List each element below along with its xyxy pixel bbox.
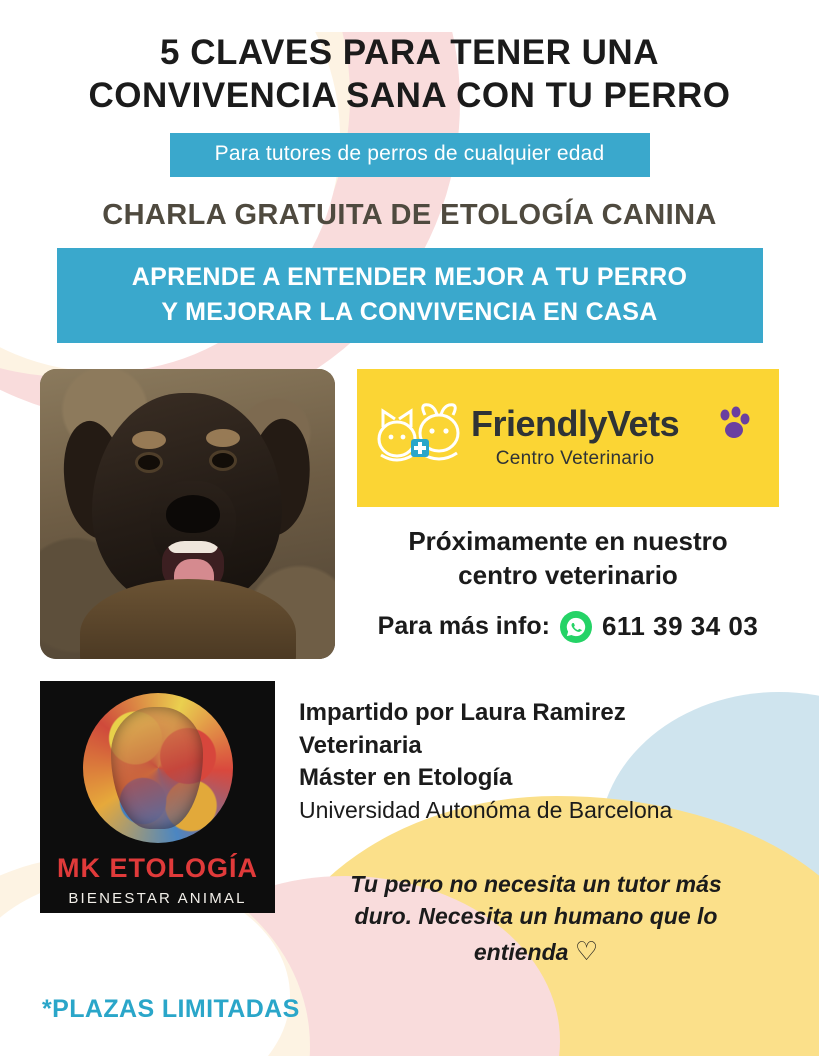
quote-line-2: duro. Necesita un humano que lo: [354, 903, 718, 930]
quote-line-1: Tu perro no necesita un tutor más: [350, 870, 722, 897]
dog-teeth: [168, 541, 218, 553]
event-description-banner: [57, 248, 763, 343]
banner-line-2: Y MEJORAR LA CONVIVENCIA EN CASA: [161, 297, 658, 326]
friendlyvets-logo-card: [357, 369, 779, 507]
quote-line-3: [299, 933, 773, 970]
coming-soon-text: [357, 525, 779, 593]
heart-icon: ♡: [574, 935, 599, 966]
whatsapp-icon[interactable]: [560, 611, 592, 643]
phone-number[interactable]: 611 39 34 03: [601, 611, 759, 642]
contact-label: Para más info:: [377, 612, 550, 641]
middle-section: [40, 369, 779, 659]
mk-logo-title: MK ETOLOGÍA: [56, 853, 258, 884]
contact-row: [357, 611, 779, 643]
speaker-line-2: Veterinaria: [299, 731, 422, 759]
coming-soon-line-1: Próximamente en nuestro: [408, 526, 728, 557]
bottom-section: [40, 681, 779, 969]
friendlyvets-text: [471, 403, 680, 470]
poster-content: [0, 32, 819, 970]
mk-etologia-logo: [40, 681, 275, 913]
medical-cross: [411, 439, 429, 457]
speaker-line-3: Máster en Etología: [299, 764, 513, 792]
banner-line-1: APRENDE A ENTENDER MEJOR A TU PERRO: [131, 263, 688, 292]
coming-soon-line-2: centro veterinario: [458, 560, 678, 591]
dog-nose: [166, 495, 220, 533]
speaker-line-1: Impartido por Laura Ramirez: [299, 699, 626, 727]
brand-name: FriendlyVets: [471, 403, 680, 445]
dog-photo: [40, 369, 335, 659]
cat-dog-icon: [371, 393, 467, 484]
mk-dog-illustration: [83, 693, 233, 843]
speaker-line-4: Universidad Autonóma de Barcelona: [299, 796, 673, 823]
audience-banner: Para tutores de perros de cualquier edad: [170, 133, 650, 177]
quote-line-3-text: entienda: [473, 938, 569, 965]
brand-subtitle: Centro Veterinario: [495, 448, 655, 470]
paw-icon: [713, 403, 753, 448]
event-type-title: CHARLA GRATUITA DE ETOLOGÍA CANINA: [102, 199, 717, 232]
page-title: 5 CLAVES PARA TENER UNA CONVIVENCIA SANA CON TU PERRO: [88, 33, 731, 115]
limited-seats-note: *PLAZAS LIMITADAS: [42, 995, 300, 1023]
clinic-column: [357, 369, 779, 659]
closing-quote: [299, 868, 779, 970]
mk-logo-subtitle: BIENESTAR ANIMAL: [68, 890, 247, 908]
speaker-info: [299, 681, 779, 969]
